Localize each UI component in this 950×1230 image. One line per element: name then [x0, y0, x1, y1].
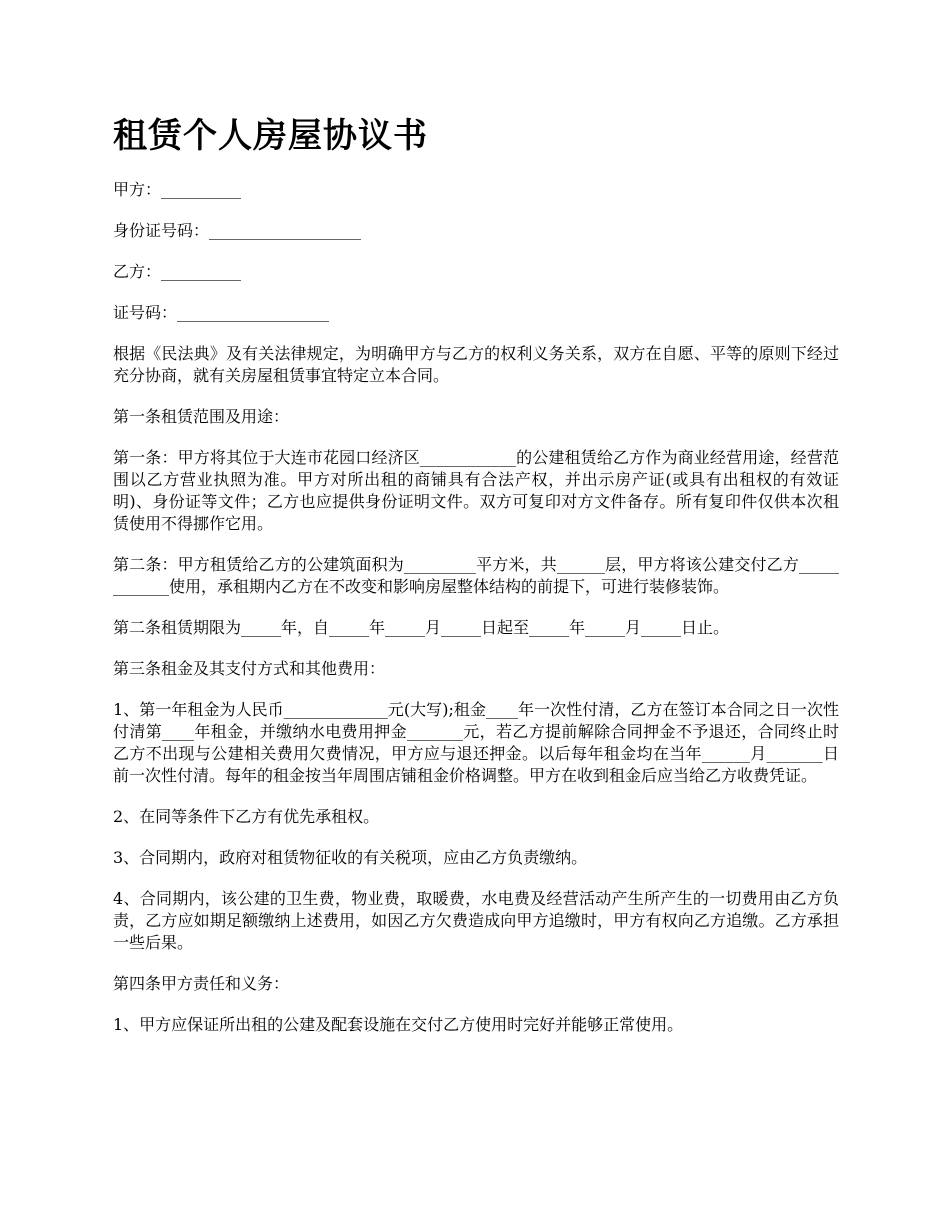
rent-clause-4: 4、合同期内，该公建的卫生费，物业费，取暖费，水电费及经营活动产生所产生的一切费用由乙方负责，乙方应如期足额缴纳上述费用，如因乙方欠费造成向甲方追缴时，甲方有权向乙方追缴。乙方承担一些后果。	[113, 889, 839, 952]
party-a-id-line: 身份证号码：___________________	[113, 221, 362, 240]
section-heading-party-a-duties: 第四条甲方责任和义务：	[113, 974, 290, 993]
preamble-paragraph: 根据《民法典》及有关法律规定，为明确甲方与乙方的权利义务关系，双方在自愿、平等的原则下经过充分协商，就有关房屋租赁事宜特定立本合同。	[113, 344, 839, 385]
section-heading-scope: 第一条租赁范围及用途：	[113, 407, 290, 426]
section-heading-rent: 第三条租金及其支付方式和其他费用：	[113, 659, 386, 678]
rent-clause-2: 2、在同等条件下乙方有优先承租权。	[113, 807, 380, 826]
party-a-line: 甲方：__________	[113, 180, 242, 199]
party-b-id-line: 证号码：___________________	[113, 303, 330, 322]
party-b-line: 乙方：__________	[113, 262, 242, 281]
lease-term-paragraph: 第二条租赁期限为_____年，自_____年_____月_____日起至_____年_____月_____日止。	[113, 618, 730, 637]
document-page	[113, 112, 839, 1055]
party-a-duty-1: 1、甲方应保证所出租的公建及配套设施在交付乙方使用时完好并能够正常使用。	[113, 1015, 684, 1034]
article-1-paragraph: 第一条：甲方将其位于大连市花园口经济区____________的公建租赁给乙方作为商业经营用途，经营范围以乙方营业执照为准。甲方对所出租的商铺具有合法产权，并出示房产证(或具有出租权的有效证明)、身份证等文件；乙方也应提供身份证明文件。双方可复印对方文件备存。所有复印件仅供本次租赁使用不得挪作它用。	[113, 448, 839, 533]
rent-clause-3: 3、合同期内，政府对租赁物征收的有关税项，应由乙方负责缴纳。	[113, 848, 588, 867]
document-title: 租赁个人房屋协议书	[113, 116, 428, 156]
article-2-paragraph: 第二条：甲方租赁给乙方的公建筑面积为_________平方米，共______层，甲方将该公建交付乙方____________使用，承租期内乙方在不改变和影响房屋整体结构的前提下，可进行装修装饰。	[113, 555, 839, 596]
rent-clause-1: 1、第一年租金为人民币_____________元(大写);租金____年一次性付清，乙方在签订本合同之日一次性付清第____年租金，并缴纳水电费用押金_______元，若乙方提前解除合同押金不予退还，合同终止时乙方不出现与公建相关费用欠费情况，甲方应与退还押金。以后每年租金均在当年______月_______日前一次性付清。每年的租金按当年周围店铺租金价格调整。甲方在收到租金后应当给乙方收费凭证。	[113, 700, 839, 785]
